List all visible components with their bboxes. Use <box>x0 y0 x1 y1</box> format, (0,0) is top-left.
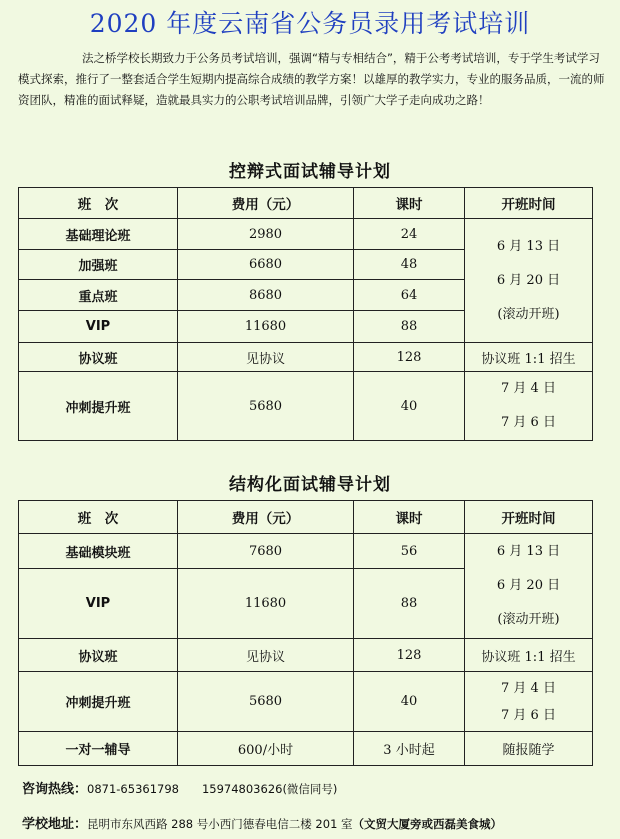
class-name: VIP <box>19 311 178 343</box>
class-fee: 见协议 <box>178 639 354 672</box>
class-name: 冲刺提升班 <box>19 672 178 732</box>
session-dates <box>465 219 593 343</box>
session-date: 6 月 20 日 <box>496 578 561 593</box>
class-hours: 88 <box>354 569 465 639</box>
table-row <box>19 343 593 372</box>
header-fee: 费用（元） <box>178 501 354 534</box>
class-name: 加强班 <box>19 250 178 280</box>
plan1-table <box>18 187 593 441</box>
header-class: 班 次 <box>19 501 178 534</box>
header-hours: 课时 <box>354 188 465 219</box>
intro-paragraph: 法之桥学校长期致力于公务员考试培训，强调“精与专相结合”，精于公考考试培训，专于学生考试学习模式探索，推行了一整套适合学生短期内提高综合成绩的教学方案！以雄厚的教学实力，专业的服务品质，一流的师资团队，精准的面试释疑，造就最具实力的公职考试培训品牌，引领广大学子走向成功之路！ <box>18 51 605 107</box>
page-title: 2020 年度云南省公务员录用考试培训 <box>89 9 531 38</box>
address-value: 昆明市东风西路 288 号小西门德春电信二楼 201 室 <box>87 817 353 831</box>
class-fee: 见协议 <box>178 343 354 372</box>
plan2-title: 结构化面试辅导计划 <box>229 475 391 495</box>
class-hours: 24 <box>354 219 465 250</box>
class-fee: 8680 <box>178 280 354 311</box>
class-hours: 40 <box>354 672 465 732</box>
class-hours: 128 <box>354 639 465 672</box>
class-fee: 11680 <box>178 311 354 343</box>
plan2-table <box>18 500 593 766</box>
session-date: 7 月 6 日 <box>501 707 556 723</box>
session-date: 6 月 13 日 <box>496 238 561 254</box>
class-hours: 56 <box>354 534 465 569</box>
hotline-value: 0871-65361798 15974803626(微信同号) <box>87 782 338 796</box>
class-fee: 5680 <box>178 672 354 732</box>
header-fee: 费用（元） <box>178 188 354 219</box>
class-fee: 7680 <box>178 534 354 569</box>
hotline-label: 咨询热线： <box>22 782 88 797</box>
class-name: 冲刺提升班 <box>19 372 178 441</box>
header-class: 班 次 <box>19 188 178 219</box>
class-hours: 88 <box>354 311 465 343</box>
session-note: (滚动开班) <box>497 612 560 627</box>
class-name: 重点班 <box>19 280 178 311</box>
session-date: 7 月 6 日 <box>501 415 556 430</box>
table-row <box>19 219 593 250</box>
class-hours: 48 <box>354 250 465 280</box>
session-dates <box>465 372 593 441</box>
class-hours: 128 <box>354 343 465 372</box>
class-hours: 3 小时起 <box>354 732 465 766</box>
session-date: 7 月 4 日 <box>501 381 556 396</box>
session-dates <box>465 534 593 639</box>
session-date: 6 月 13 日 <box>496 544 561 559</box>
class-session: 协议班 1:1 招生 <box>465 343 593 372</box>
table-row <box>19 372 593 441</box>
hotline <box>22 778 337 797</box>
class-session: 协议班 1:1 招生 <box>465 639 593 672</box>
address-extra: （文贸大厦旁或西磊美食城） <box>352 817 503 831</box>
class-name: 协议班 <box>19 639 178 672</box>
class-name: VIP <box>19 569 178 639</box>
address <box>22 813 502 832</box>
table-header-row <box>19 501 593 534</box>
class-hours: 64 <box>354 280 465 311</box>
class-fee: 600/小时 <box>178 732 354 766</box>
plan1-title: 控辩式面试辅导计划 <box>229 162 391 182</box>
header-hours: 课时 <box>354 501 465 534</box>
class-hours: 40 <box>354 372 465 441</box>
table-row <box>19 639 593 672</box>
table-row <box>19 534 593 569</box>
session-date: 7 月 4 日 <box>501 680 556 696</box>
class-fee: 5680 <box>178 372 354 441</box>
header-session: 开班时间 <box>465 188 593 219</box>
session-date: 6 月 20 日 <box>496 272 561 288</box>
table-header-row <box>19 188 593 219</box>
class-name: 协议班 <box>19 343 178 372</box>
class-fee: 11680 <box>178 569 354 639</box>
table-row <box>19 732 593 766</box>
class-name: 基础理论班 <box>19 219 178 250</box>
class-fee: 2980 <box>178 219 354 250</box>
class-session: 随报随学 <box>465 732 593 766</box>
class-name: 一对一辅导 <box>19 732 178 766</box>
session-dates <box>465 672 593 732</box>
class-fee: 6680 <box>178 250 354 280</box>
class-name: 基础模块班 <box>19 534 178 569</box>
address-label: 学校地址： <box>22 817 88 832</box>
session-note: (滚动开班) <box>497 306 560 322</box>
table-row <box>19 672 593 732</box>
header-session: 开班时间 <box>465 501 593 534</box>
